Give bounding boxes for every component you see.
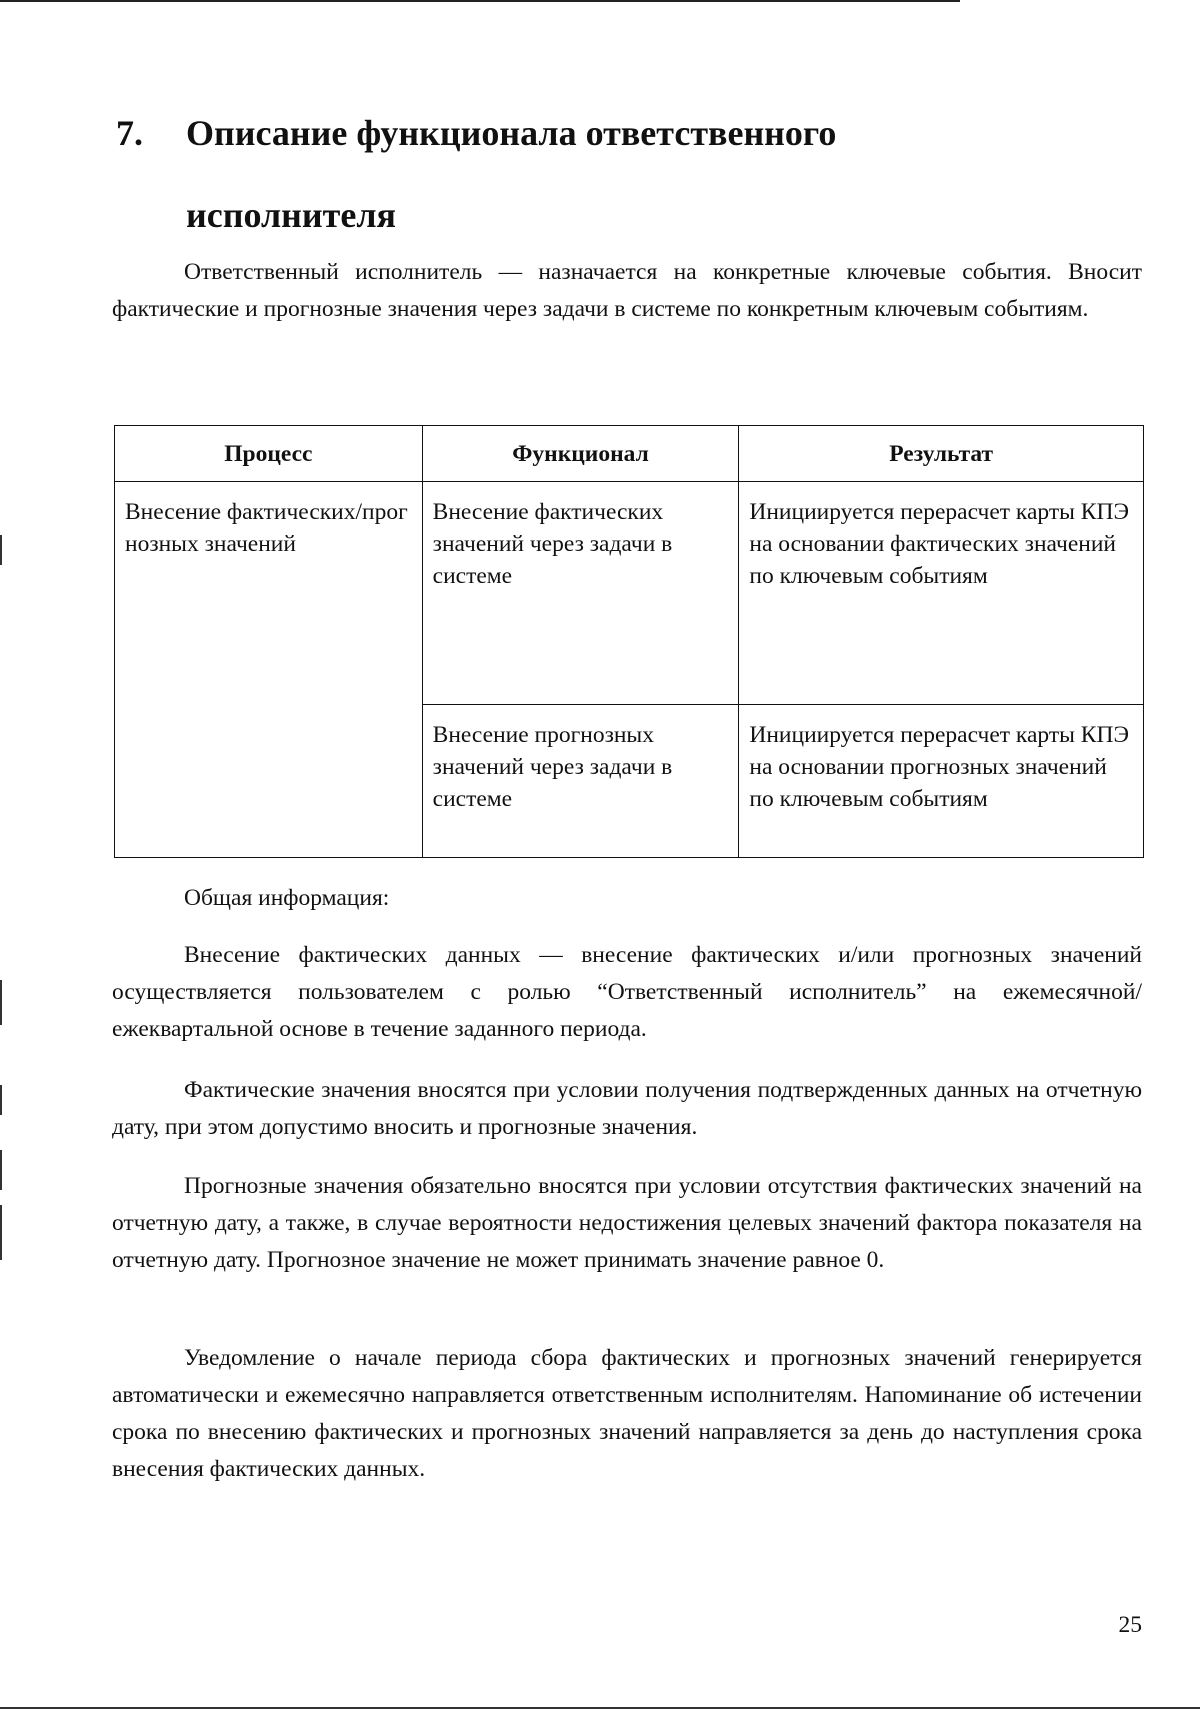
intro-paragraph: Ответственный исполнитель — назначается на конкретные ключевые события. Вносит фактические и прогнозные значения через задачи в системе по конкретным ключевым событиям. bbox=[112, 259, 1142, 322]
scan-left-mark bbox=[0, 535, 2, 565]
body-paragraph: Уведомление о начале периода сбора фактических и прогнозных значений генерируется автоматически и ежемесячно направляется ответственным исполнителям. Напоминание об истечении срока по внесению фактических и прогнозных значений направляется за день до наступления срока внесения фактических данных. bbox=[112, 1345, 1142, 1482]
table-header-row bbox=[115, 426, 1144, 482]
header-process: Процесс bbox=[115, 426, 423, 482]
function-cell: Внесение фактических значений через задачи в системе bbox=[422, 482, 739, 705]
scan-left-mark bbox=[0, 1205, 2, 1260]
result-cell: Инициируется перерасчет карты КПЭ на основании фактических значений по ключевым событиям bbox=[739, 482, 1144, 705]
section-number: 7. bbox=[116, 113, 143, 153]
scan-left-mark bbox=[0, 1085, 2, 1115]
function-cell: Внесение прогнозных значений через задачи в системе bbox=[422, 705, 739, 858]
body-paragraph: Прогнозные значения обязательно вносятся при условии отсутствия фактических значений на отчетную дату, а также, в случае вероятности недостижения целевых значений фактора показателя на отчетную дату. Прогнозное значение не может принимать значение равное 0. bbox=[112, 1173, 1142, 1273]
result-cell: Инициируется перерасчет карты КПЭ на основании прогнозных значений по ключевым событиям bbox=[739, 705, 1144, 858]
functional-table bbox=[114, 425, 1144, 858]
scan-left-mark bbox=[0, 1150, 2, 1190]
section-title-line2: исполнителя bbox=[186, 195, 397, 235]
scan-top-border bbox=[0, 0, 960, 2]
table-row bbox=[115, 482, 1144, 705]
page-number: 25 bbox=[1118, 1612, 1142, 1638]
section-heading bbox=[116, 92, 1116, 256]
scan-left-mark bbox=[0, 980, 2, 1025]
header-function: Функционал bbox=[422, 426, 739, 482]
scan-bottom-border bbox=[0, 1707, 1200, 1709]
body-paragraph: Внесение фактических данных — внесение фактических и/или прогнозных значений осуществляется пользователем с ролью “Ответственный исполнитель” на ежемесячной/ежеквартальной основе в течение заданного периода. bbox=[112, 942, 1142, 1042]
process-cell: Внесение фактических/прогнозных значений bbox=[115, 482, 423, 858]
header-result: Результат bbox=[739, 426, 1144, 482]
body-paragraph: Фактические значения вносятся при условии получения подтвержденных данных на отчетную дату, при этом допустимо вносить и прогнозные значения. bbox=[112, 1077, 1142, 1140]
section-title-line1: Описание функционала ответственного bbox=[186, 113, 837, 153]
general-info-label: Общая информация: bbox=[184, 885, 390, 911]
